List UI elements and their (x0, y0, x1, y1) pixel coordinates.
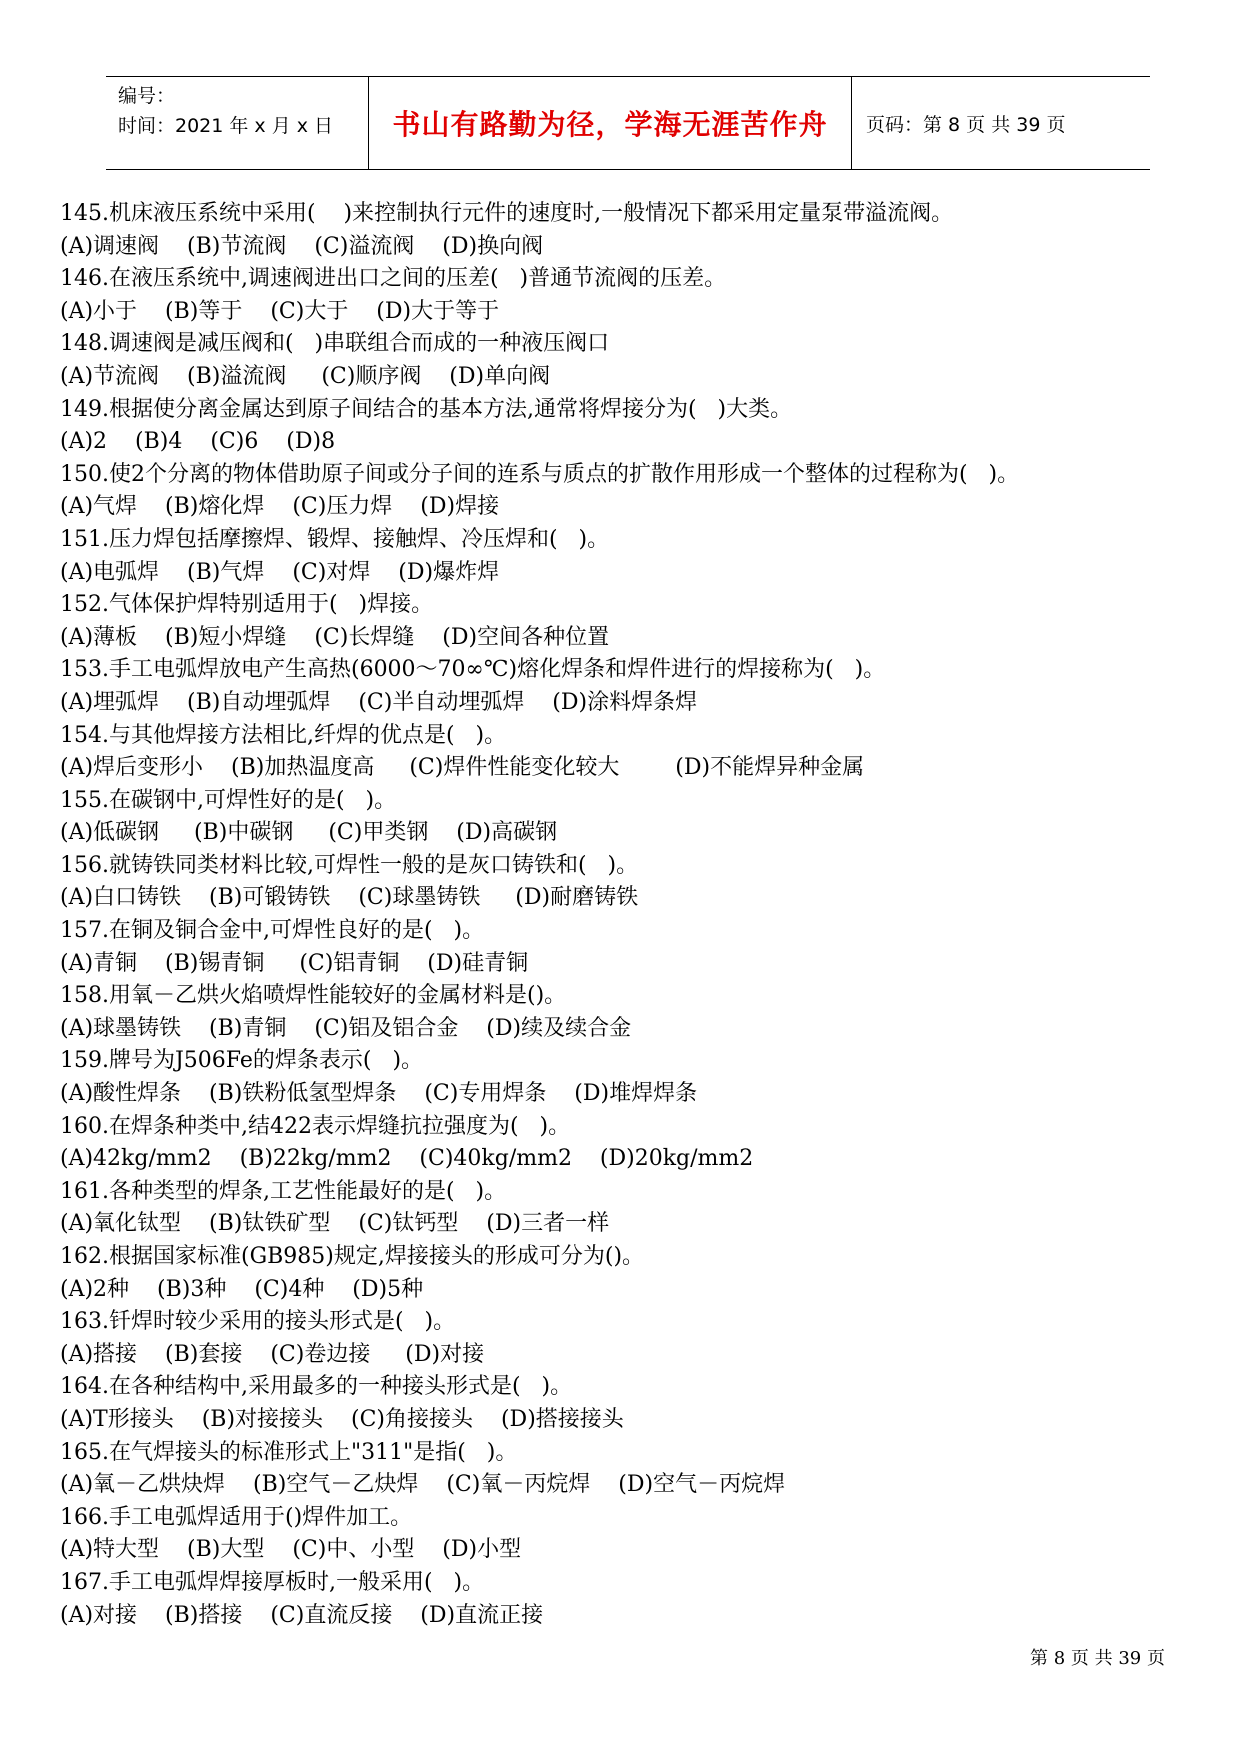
text-line: 157.在铜及铜合金中,可焊性良好的是( )。 (60, 918, 485, 944)
document-number-label: 编号： (118, 85, 176, 107)
text-line: 159.牌号为J506Fe的焊条表示( )。 (60, 1048, 424, 1074)
text-line: (A)搭接 (B)套接 (C)卷边接 (D)对接 (60, 1341, 485, 1367)
text-line: (A)低碳钢 (B)中碳钢 (C)甲类钢 (D)高碳钢 (60, 820, 558, 846)
text-line: (A)特大型 (B)大型 (C)中、小型 (D)小型 (60, 1537, 522, 1563)
header-page-cell (852, 77, 1150, 169)
page-footer: 第 8 页 共 39 页 (1030, 1648, 1165, 1669)
question-list (60, 198, 1190, 1632)
header-motto: 书山有路勤为径，学海无涯苦作舟 (392, 108, 828, 141)
text-line: (A)小于 (B)等于 (C)大于 (D)大于等于 (60, 298, 500, 324)
text-line: (A)氧－乙烘炔焊 (B)空气－乙炔焊 (C)氧－丙烷焊 (D)空气－丙烷焊 (60, 1472, 786, 1498)
text-line: (A)白口铸铁 (B)可锻铸铁 (C)球墨铸铁 (D)耐磨铸铁 (60, 885, 639, 911)
text-line: 156.就铸铁同类材料比较,可焊性一般的是灰口铸铁和( )。 (60, 852, 639, 878)
header-motto-cell (368, 77, 852, 169)
text-line: 165.在气焊接头的标准形式上"311"是指( )。 (60, 1439, 518, 1465)
text-line: 148.调速阀是减压阀和( )串联组合而成的一种液压阀口 (60, 331, 610, 357)
text-line: (A)青铜 (B)锡青铜 (C)铝青铜 (D)硅青铜 (60, 950, 529, 976)
header-meta (106, 77, 368, 169)
text-line: (A)薄板 (B)短小焊缝 (C)长焊缝 (D)空间各种位置 (60, 624, 610, 650)
text-line: (A)2 (B)4 (C)6 (D)8 (60, 429, 336, 455)
text-line: (A)氧化钛型 (B)钛铁矿型 (C)钛钙型 (D)三者一样 (60, 1211, 610, 1237)
text-line: (A)酸性焊条 (B)铁粉低氢型焊条 (C)专用焊条 (D)堆焊焊条 (60, 1081, 698, 1107)
text-line: 151.压力焊包括摩擦焊、锻焊、接触焊、冷压焊和( )。 (60, 526, 610, 552)
header-page-info: 页码：第 8 页 共 39 页 (866, 113, 1066, 136)
text-line: (A)埋弧焊 (B)自动埋弧焊 (C)半自动埋弧焊 (D)涂料焊条焊 (60, 689, 698, 715)
text-line: 167.手工电弧焊焊接厚板时,一般采用( )。 (60, 1569, 485, 1595)
text-line: 162.根据国家标准(GB985)规定,焊接接头的形成可分为()。 (60, 1244, 645, 1269)
text-line: 152.气体保护焊特别适用于( )焊接。 (60, 592, 434, 618)
text-line: (A)2种 (B)3种 (C)4种 (D)5种 (60, 1276, 424, 1302)
text-line: 163.钎焊时较少采用的接头形式是( )。 (60, 1309, 456, 1335)
text-line: 161.各种类型的焊条,工艺性能最好的是( )。 (60, 1178, 507, 1204)
page-header (106, 76, 1150, 170)
text-line: (A)T形接头 (B)对接接头 (C)角接接头 (D)搭接接头 (60, 1406, 624, 1432)
text-line: (A)电弧焊 (B)气焊 (C)对焊 (D)爆炸焊 (60, 559, 500, 585)
text-line: (A)节流阀 (B)溢流阀 (C)顺序阀 (D)单向阀 (60, 363, 551, 389)
text-line: 149.根据使分离金属达到原子间结合的基本方法,通常将焊接分为( )大类。 (60, 396, 793, 422)
text-line: 153.手工电弧焊放电产生高热(6000～70∞℃)熔化焊条和焊件进行的焊接称为( )。 (60, 657, 886, 683)
text-line: (A)对接 (B)搭接 (C)直流反接 (D)直流正接 (60, 1602, 544, 1628)
text-line: 146.在液压系统中,调速阀进出口之间的压差( )普通节流阀的压差。 (60, 266, 727, 292)
text-line: 160.在焊条种类中,结422表示焊缝抗拉强度为( )。 (60, 1113, 571, 1139)
text-line: (A)焊后变形小 (B)加热温度高 (C)焊件性能变化较大 (D)不能焊异种金属 (60, 755, 865, 781)
text-line: (A)球墨铸铁 (B)青铜 (C)铝及铝合金 (D)续及续合金 (60, 1015, 632, 1041)
text-line: (A)调速阀 (B)节流阀 (C)溢流阀 (D)换向阀 (60, 233, 544, 259)
text-line: 150.使2个分离的物体借助原子间或分子间的连系与质点的扩散作用形成一个整体的过程称为( )。 (60, 461, 1020, 487)
text-line: 166.手工电弧焊适用于()焊件加工。 (60, 1504, 413, 1530)
text-line: 155.在碳钢中,可焊性好的是( )。 (60, 787, 397, 813)
text-line: 164.在各种结构中,采用最多的一种接头形式是( )。 (60, 1374, 573, 1400)
text-line: (A)42kg/mm2 (B)22kg/mm2 (C)40kg/mm2 (D)20kg/mm2 (60, 1146, 754, 1172)
text-line: 158.用氧－乙烘火焰喷焊性能较好的金属材料是()。 (60, 983, 567, 1009)
text-line: (A)气焊 (B)熔化焊 (C)压力焊 (D)焊接 (60, 494, 500, 520)
text-line: 154.与其他焊接方法相比,纤焊的优点是( )。 (60, 722, 507, 748)
document-time-label: 时间：2021 年 x 月 x 日 (118, 115, 334, 137)
text-line: 145.机床液压系统中采用( )来控制执行元件的速度时,一般情况下都采用定量泵带溢流阀。 (60, 201, 954, 226)
